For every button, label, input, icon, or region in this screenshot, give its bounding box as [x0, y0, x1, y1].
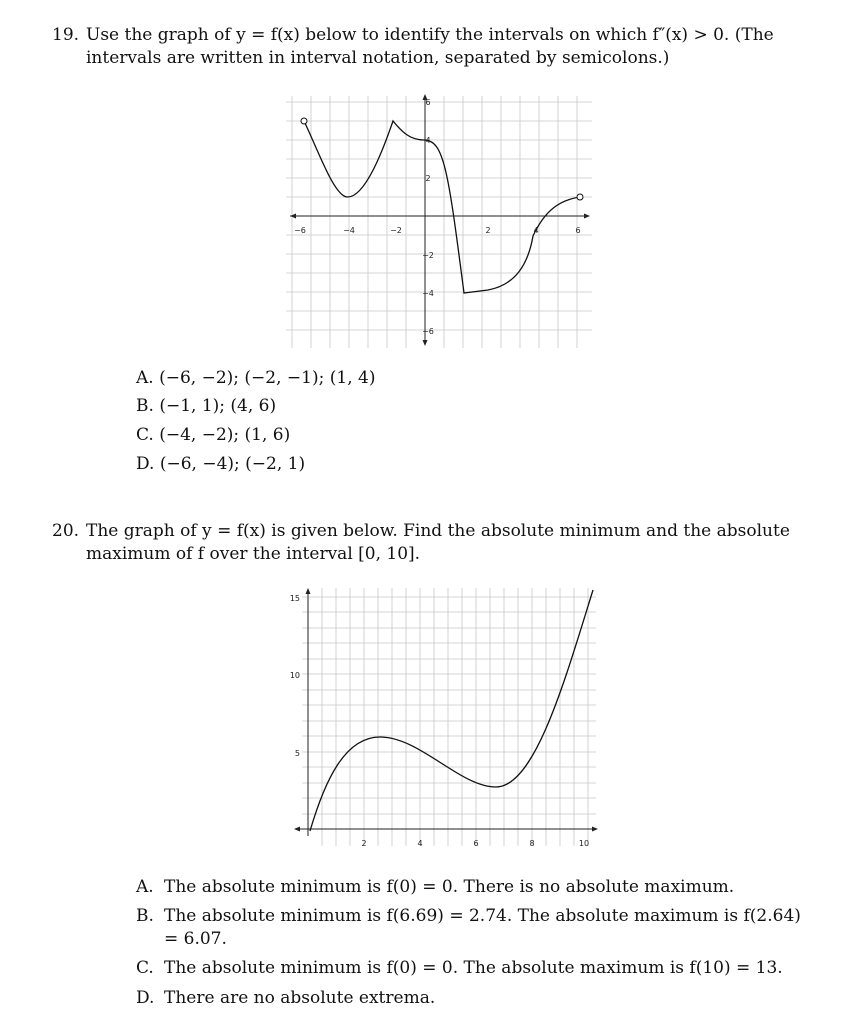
option-text: (−1, 1); (4, 6): [159, 396, 277, 416]
y-tick-labels: [422, 98, 434, 336]
x-tick-label: −4: [343, 226, 355, 235]
y-tick-label: 2: [425, 174, 431, 183]
question-text: Use the graph of y = f(x) below to identify the intervals on which f″(x) > 0. (The intervals are written in interval notation, separated by semicolons.): [86, 25, 774, 68]
x-tick-label: 2: [485, 226, 491, 235]
option-text: The absolute minimum is f(0) = 0. The absolute maximum is f(10) = 13.: [164, 958, 783, 978]
option-label: D.: [136, 454, 155, 474]
grid: [286, 96, 592, 348]
q20-option-b[interactable]: [136, 905, 816, 951]
q20-option-a[interactable]: [136, 876, 816, 899]
question-text: The graph of y = f(x) is given below. Find the absolute minimum and the absolute maximum of f over the interval [0, 10].: [86, 521, 790, 564]
grid: [302, 588, 596, 846]
open-endpoint: [577, 194, 583, 200]
graph-19: [0, 0, 862, 360]
q19-option-b[interactable]: [136, 395, 276, 418]
x-tick-label: 4: [417, 839, 423, 848]
x-tick-labels: [361, 839, 589, 848]
option-text: (−6, −2); (−2, −1); (1, 4): [159, 368, 376, 388]
q20-option-c[interactable]: [136, 957, 816, 980]
option-label: D.: [136, 988, 155, 1008]
option-text: (−4, −2); (1, 6): [159, 425, 291, 445]
option-text: The absolute minimum is f(6.69) = 2.74. The absolute maximum is f(2.64) = 6.07.: [164, 906, 801, 949]
x-tick-label: 4: [533, 226, 539, 235]
x-tick-label: −2: [390, 226, 402, 235]
y-tick-label: 6: [425, 98, 431, 107]
option-label: B.: [136, 396, 154, 416]
option-label: A.: [136, 368, 154, 388]
open-endpoint: [301, 118, 307, 124]
x-tick-label: 8: [529, 839, 535, 848]
question-number: 19.: [52, 25, 80, 45]
x-tick-label: −6: [294, 226, 306, 235]
x-tick-label: 6: [575, 226, 581, 235]
q20-option-d[interactable]: [136, 987, 816, 1010]
option-label: B.: [136, 906, 154, 926]
y-tick-label: −2: [422, 251, 434, 260]
question-number: 20.: [52, 521, 80, 541]
y-tick-label: −4: [422, 289, 434, 298]
y-tick-label: 4: [425, 136, 431, 145]
axes: [290, 94, 590, 346]
question-20: [52, 520, 812, 566]
option-text: (−6, −4); (−2, 1): [159, 454, 306, 474]
q19-option-a[interactable]: [136, 367, 375, 390]
option-text: The absolute minimum is f(0) = 0. There is no absolute maximum.: [164, 877, 735, 897]
option-text: There are no absolute extrema.: [164, 988, 436, 1008]
option-label: A.: [136, 877, 154, 897]
option-label: C.: [136, 425, 154, 445]
option-label: C.: [136, 958, 154, 978]
y-tick-label: 15: [289, 594, 300, 603]
q19-option-d[interactable]: [136, 453, 305, 476]
x-tick-label: 2: [361, 839, 367, 848]
y-tick-label: −6: [422, 327, 434, 336]
curve: [310, 590, 593, 831]
y-tick-label: 5: [294, 749, 300, 758]
y-tick-label: 10: [289, 671, 300, 680]
graph-20: [0, 580, 862, 880]
x-tick-label: 10: [578, 839, 590, 848]
q19-option-c[interactable]: [136, 424, 290, 447]
function-curve-20: [310, 590, 593, 831]
y-tick-labels: [290, 594, 300, 758]
x-tick-label: 6: [473, 839, 479, 848]
